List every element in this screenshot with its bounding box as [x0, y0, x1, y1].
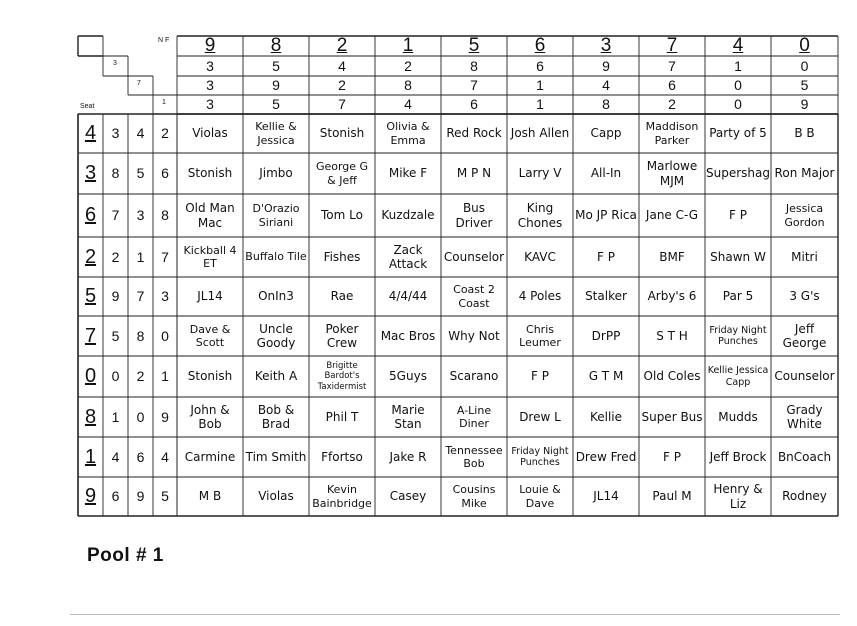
- row-subnumber: 1: [161, 368, 169, 384]
- square-entry: Jimbo: [259, 166, 293, 181]
- column-subnumber: 5: [800, 77, 809, 93]
- square-entry: Chris Leumer: [519, 322, 561, 349]
- square-entry: Scarano: [449, 369, 499, 384]
- square-entry: Poker Crew: [325, 321, 359, 350]
- square-entry: Mudds: [718, 409, 758, 424]
- column-subnumber: 8: [404, 77, 412, 93]
- row-subnumber: 9: [111, 288, 120, 304]
- square-entry: Grady White: [786, 402, 823, 431]
- square-entry: Fishes: [323, 249, 361, 264]
- square-entry: Paul M: [652, 489, 692, 504]
- square-entry: Red Rock: [446, 126, 502, 141]
- square-entry: Marlowe MJM: [646, 159, 698, 188]
- square-entry: JL14: [197, 289, 223, 304]
- square-entry: KAVC: [524, 249, 556, 264]
- square-entry: Maddison Parker: [645, 120, 699, 147]
- square-entry: Counselor: [443, 249, 505, 264]
- square-entry: Kevin Bainbridge: [312, 483, 372, 510]
- row-number: 8: [84, 406, 97, 428]
- square-entry: Old Man Mac: [185, 201, 235, 230]
- row-subnumber: 4: [161, 449, 169, 465]
- square-entry: Kickball 4 ET: [183, 243, 237, 270]
- square-entry: Kellie: [589, 409, 623, 424]
- square-entry: Buffalo Tile: [245, 250, 307, 264]
- square-entry: Tim Smith: [245, 449, 307, 464]
- square-entry: Tennessee Bob: [445, 443, 503, 470]
- square-entry: Counselor: [774, 369, 835, 384]
- corner-label: N F: [158, 37, 170, 44]
- column-subnumber: 1: [734, 58, 742, 74]
- row-number: 0: [84, 365, 97, 387]
- row-subnumber: 7: [136, 288, 145, 304]
- square-entry: Bob & Brad: [257, 402, 295, 431]
- row-number: 9: [84, 485, 97, 507]
- row-subnumber: 5: [111, 328, 120, 344]
- row-subnumber: 0: [136, 409, 145, 425]
- square-entry: Stalker: [585, 289, 627, 304]
- column-subnumber: 0: [800, 58, 809, 74]
- square-entry: D'Orazio Siriani: [252, 202, 300, 229]
- column-subnumber: 6: [470, 96, 478, 112]
- square-entry: Kellie & Jessica: [255, 120, 297, 147]
- column-subnumber: 2: [338, 77, 346, 93]
- row-subnumber: 6: [136, 449, 145, 465]
- square-entry: Brigitte Bardot's Taxidermist: [317, 361, 367, 392]
- row-subnumber: 2: [136, 368, 145, 384]
- stair-mark: 1: [162, 99, 166, 106]
- square-entry: Jake R: [389, 449, 427, 464]
- column-number: 3: [600, 35, 612, 56]
- row-subnumber: 0: [161, 328, 169, 344]
- square-entry: Louie & Dave: [519, 483, 561, 510]
- column-subnumber: 0: [734, 96, 742, 112]
- square-entry: Mo JP Rica: [575, 208, 637, 223]
- column-subnumber: 2: [404, 58, 412, 74]
- row-number: 4: [84, 122, 97, 144]
- row-number: 2: [84, 246, 97, 268]
- square-entry: Mitri: [791, 249, 818, 264]
- seat-label: Seat: [80, 103, 95, 110]
- square-entry: Party of 5: [709, 126, 767, 141]
- row-subnumber: 7: [161, 249, 169, 265]
- square-entry: Mac Bros: [380, 328, 436, 343]
- square-entry: Ffortso: [321, 449, 363, 464]
- column-subnumber: 3: [206, 77, 214, 93]
- column-number: 2: [336, 35, 348, 56]
- row-subnumber: 3: [161, 288, 169, 304]
- row-subnumber: 2: [161, 125, 169, 141]
- square-entry: Violas: [258, 489, 294, 504]
- square-entry: Zack Attack: [388, 242, 428, 271]
- square-entry: Super Bus: [641, 409, 703, 424]
- row-subnumber: 3: [111, 125, 120, 141]
- square-entry: Kuzdzale: [381, 208, 435, 223]
- square-entry: Casey: [389, 489, 427, 504]
- square-entry: Old Coles: [643, 369, 701, 384]
- square-entry: 4 Poles: [518, 289, 562, 304]
- square-entry: Kellie Jessica Capp: [707, 365, 769, 388]
- square-entry: OnIn3: [258, 289, 294, 304]
- square-entry: 5Guys: [389, 369, 427, 384]
- square-entry: Stonish: [319, 126, 365, 141]
- row-subnumber: 9: [161, 409, 169, 425]
- square-entry: Stonish: [187, 166, 233, 181]
- column-subnumber: 0: [734, 77, 742, 93]
- square-entry: 3 G's: [789, 289, 820, 304]
- row-subnumber: 1: [111, 409, 120, 425]
- square-entry: Larry V: [518, 166, 562, 181]
- square-entry: Jeff George: [782, 321, 827, 350]
- row-number: 5: [84, 285, 97, 307]
- column-subnumber: 8: [470, 58, 478, 74]
- square-entry: A-Line Diner: [456, 403, 492, 430]
- column-subnumber: 1: [536, 96, 544, 112]
- square-entry: Rodney: [782, 489, 827, 504]
- column-subnumber: 7: [668, 58, 676, 74]
- column-subnumber: 9: [800, 96, 809, 112]
- row-number: 1: [84, 446, 97, 468]
- square-entry: 4/4/44: [388, 289, 428, 304]
- column-subnumber: 5: [272, 96, 280, 112]
- square-entry: Olivia & Emma: [386, 120, 430, 147]
- column-number: 5: [468, 35, 480, 56]
- square-entry: F P: [663, 449, 681, 464]
- square-entry: S T H: [656, 328, 688, 343]
- square-entry: Why Not: [448, 328, 500, 343]
- square-entry: Phil T: [325, 409, 359, 424]
- column-number: 7: [666, 35, 678, 56]
- row-number: 7: [84, 325, 97, 347]
- row-subnumber: 4: [136, 125, 145, 141]
- square-entry: F P: [531, 369, 549, 384]
- column-subnumber: 1: [536, 77, 544, 93]
- row-subnumber: 3: [136, 207, 145, 223]
- row-subnumber: 2: [111, 249, 120, 265]
- stair-mark: 3: [113, 60, 117, 67]
- row-subnumber: 8: [111, 165, 120, 181]
- square-entry: Keith A: [254, 369, 298, 384]
- column-subnumber: 3: [206, 96, 214, 112]
- square-entry: Friday Night Punches: [709, 324, 767, 347]
- square-entry: Friday Night Punches: [511, 445, 569, 468]
- column-subnumber: 9: [602, 58, 610, 74]
- square-entry: BnCoach: [777, 449, 832, 464]
- square-entry: Coast 2 Coast: [453, 283, 495, 310]
- square-entry: Jeff Brock: [709, 449, 767, 464]
- square-entry: Ron Major: [774, 166, 835, 181]
- column-number: 6: [534, 35, 546, 56]
- row-subnumber: 6: [111, 488, 120, 504]
- column-number: 1: [402, 35, 414, 56]
- column-subnumber: 4: [404, 96, 412, 112]
- column-subnumber: 8: [602, 96, 610, 112]
- square-entry: Stonish: [187, 369, 233, 384]
- column-subnumber: 4: [338, 58, 346, 74]
- square-entry: Jessica Gordon: [784, 202, 825, 229]
- square-entry: Cousins Mike: [452, 483, 496, 510]
- square-entry: Bus Driver: [455, 201, 493, 230]
- column-subnumber: 7: [338, 96, 346, 112]
- square-entry: All-In: [590, 166, 622, 181]
- column-number: 8: [270, 35, 282, 56]
- column-subnumber: 2: [668, 96, 676, 112]
- square-entry: Supershag: [706, 166, 770, 181]
- square-entry: F P: [597, 249, 615, 264]
- square-entry: Tom Lo: [321, 208, 363, 223]
- square-entry: Mike F: [388, 166, 428, 181]
- square-entry: Par 5: [722, 289, 754, 304]
- row-subnumber: 6: [161, 165, 169, 181]
- stair-mark: 7: [137, 80, 141, 87]
- row-subnumber: 5: [161, 488, 169, 504]
- square-entry: Uncle Goody: [256, 321, 296, 350]
- column-subnumber: 7: [470, 77, 478, 93]
- column-subnumber: 6: [668, 77, 676, 93]
- square-entry: F P: [729, 208, 747, 223]
- row-subnumber: 1: [136, 249, 145, 265]
- column-subnumber: 9: [272, 77, 280, 93]
- column-subnumber: 5: [272, 58, 280, 74]
- square-entry: Jane C-G: [645, 208, 699, 223]
- row-number: 6: [84, 204, 97, 226]
- row-subnumber: 0: [111, 368, 120, 384]
- column-number: 0: [799, 35, 810, 56]
- square-entry: Henry & Liz: [713, 482, 763, 511]
- column-subnumber: 4: [602, 77, 610, 93]
- square-entry: DrPP: [591, 328, 621, 343]
- square-entry: John & Bob: [190, 402, 230, 431]
- row-subnumber: 8: [161, 207, 169, 223]
- square-entry: G T M: [588, 369, 624, 384]
- column-subnumber: 3: [206, 58, 214, 74]
- row-subnumber: 5: [136, 165, 145, 181]
- column-subnumber: 6: [536, 58, 544, 74]
- square-entry: Carmine: [184, 449, 236, 464]
- row-number: 3: [84, 162, 97, 184]
- column-number: 9: [204, 35, 216, 56]
- square-entry: Dave & Scott: [189, 322, 231, 349]
- row-subnumber: 8: [136, 328, 145, 344]
- square-entry: Josh Allen: [510, 126, 570, 141]
- pool-title: Pool # 1: [87, 545, 164, 566]
- square-entry: Arby's 6: [647, 289, 697, 304]
- square-entry: Shawn W: [710, 249, 766, 264]
- square-entry: B B: [794, 126, 815, 141]
- square-entry: BMF: [659, 249, 685, 264]
- row-subnumber: 4: [111, 449, 120, 465]
- footer-divider: [70, 614, 840, 615]
- square-entry: Violas: [192, 126, 228, 141]
- square-entry: Drew L: [519, 409, 561, 424]
- square-entry: Marie Stan: [391, 402, 425, 431]
- square-entry: Capp: [590, 126, 622, 141]
- row-subnumber: 9: [136, 488, 145, 504]
- square-entry: George G & Jeff: [315, 160, 369, 187]
- square-entry: King Chones: [517, 201, 563, 230]
- square-entry: Rae: [330, 289, 354, 304]
- square-entry: JL14: [593, 489, 619, 504]
- square-entry: M B: [198, 489, 222, 504]
- square-entry: M P N: [456, 166, 492, 181]
- column-number: 4: [732, 35, 744, 56]
- square-entry: Drew Fred: [575, 449, 637, 464]
- row-subnumber: 7: [111, 207, 120, 223]
